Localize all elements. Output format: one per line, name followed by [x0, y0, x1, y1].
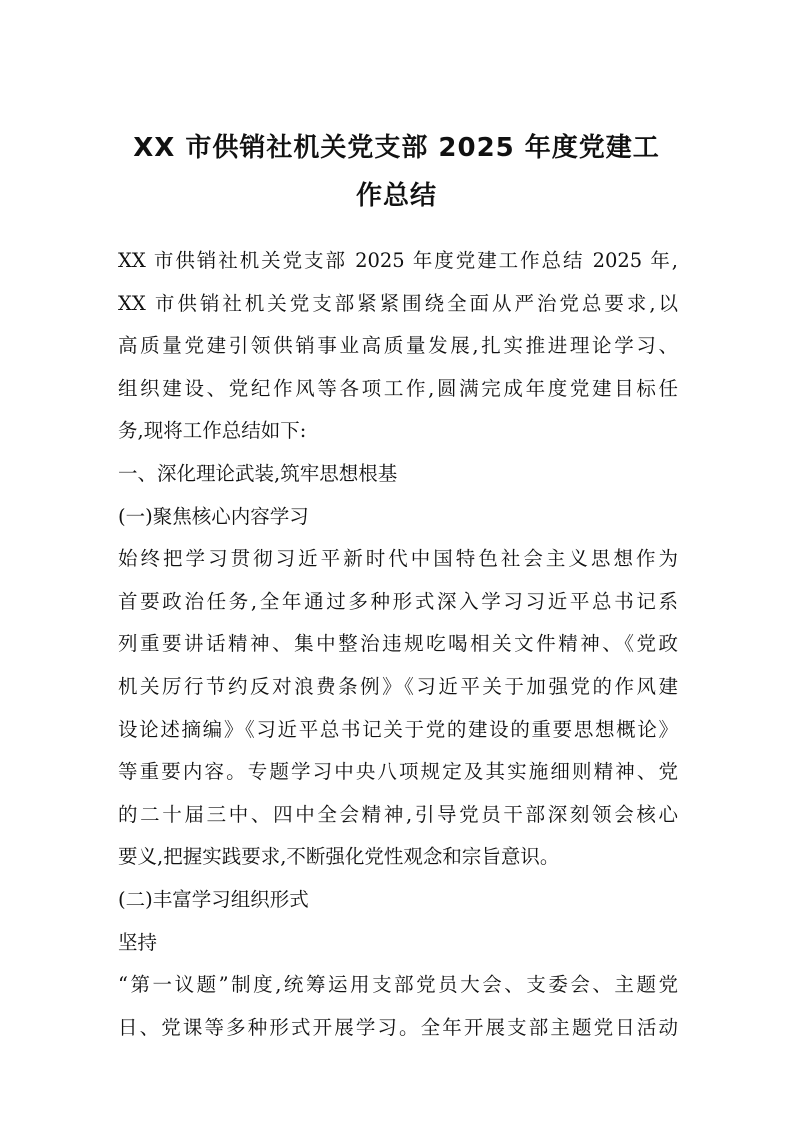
subsection-heading: (二)丰富学习组织形式: [118, 887, 309, 911]
document-title: [80, 124, 713, 220]
section-heading: 一、深化理论武装,筑牢思想根基: [118, 461, 398, 485]
body-line: 高质量党建引领供销事业高质量发展,扎实推进理论学习、: [118, 334, 678, 358]
body-line: 的二十届三中、四中全会精神,引导党员干部深刻领会核心: [118, 802, 678, 826]
body-line: 设论述摘编》《习近平总书记关于党的建设的重要思想概论》: [118, 717, 678, 741]
document-body: [118, 240, 678, 1049]
body-line: 组织建设、党纪作风等各项工作,圆满完成年度党建目标任: [118, 376, 678, 400]
subsection-heading: (一)聚焦核心内容学习: [118, 504, 309, 528]
title-line-1: XX 市供销社机关党支部 2025 年度党建工: [133, 133, 660, 163]
body-line: 坚持: [118, 930, 158, 954]
body-line: XX 市供销社机关党支部 2025 年度党建工作总结 2025 年,: [118, 249, 678, 272]
body-line: “第一议题”制度,统筹运用支部党员大会、支委会、主题党: [118, 973, 678, 997]
body-line: 首要政治任务,全年通过多种形式深入学习习近平总书记系: [118, 589, 678, 613]
title-line-2: 作总结: [355, 181, 437, 211]
body-line: XX 市供销社机关党支部紧紧围绕全面从严治党总要求,以: [118, 291, 678, 315]
body-line: 务,现将工作总结如下:: [118, 419, 307, 443]
body-line: 日、党课等多种形式开展学习。全年开展支部主题党日活动: [118, 1015, 678, 1039]
body-line: 要义,把握实践要求,不断强化党性观念和宗旨意识。: [118, 845, 560, 869]
body-line: 等重要内容。专题学习中央八项规定及其实施细则精神、党: [118, 760, 678, 784]
body-line: 机关厉行节约反对浪费条例》《习近平关于加强党的作风建: [118, 674, 678, 698]
body-line: 始终把学习贯彻习近平新时代中国特色社会主义思想作为: [118, 547, 678, 571]
body-line: 列重要讲话精神、集中整治违规吃喝相关文件精神、《党政: [118, 632, 678, 656]
